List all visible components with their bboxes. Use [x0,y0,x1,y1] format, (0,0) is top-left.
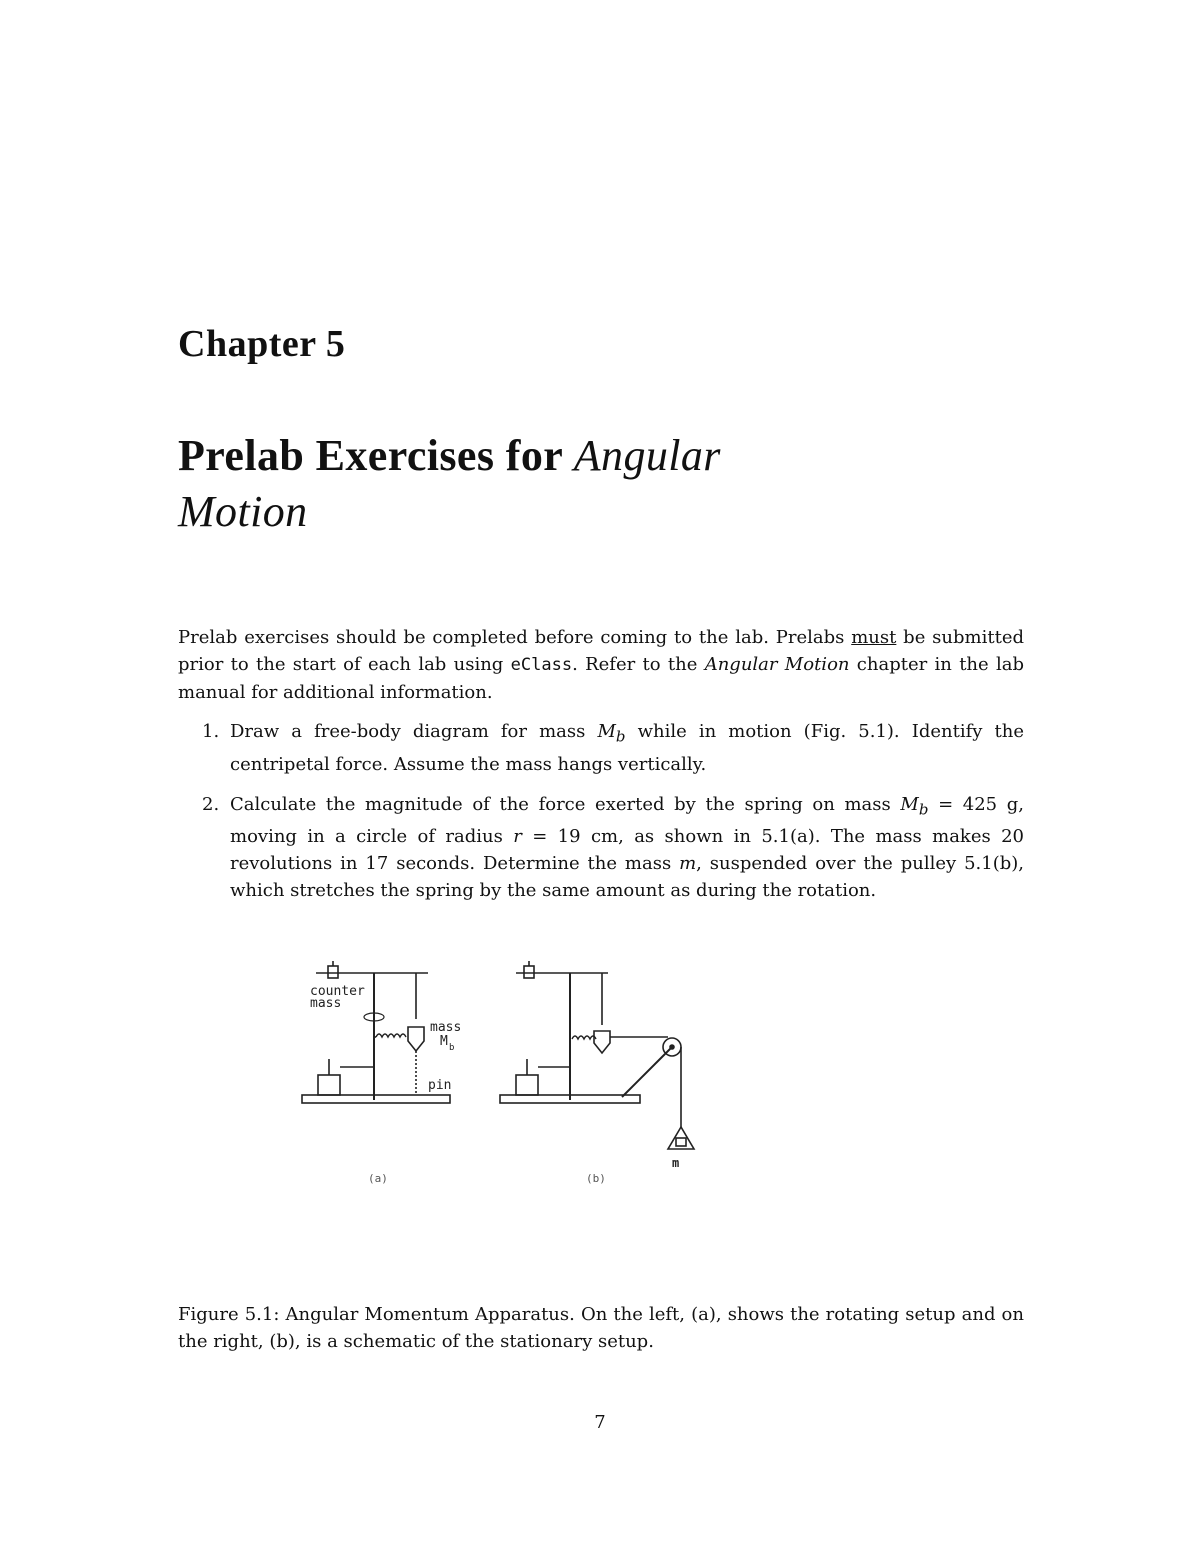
intro-paragraph [178,624,1024,706]
label-m: m [672,1156,680,1170]
page-number: 7 [594,1412,606,1433]
exercise-2 [178,791,1024,905]
math-mb: M [900,793,919,815]
spring-a [376,1034,406,1037]
spring-b [572,1036,596,1039]
math-mb-sub: b [918,800,929,819]
chapter-title-italic-1: Angular [573,431,721,480]
base-motor-a [318,1075,340,1095]
intro-angular-motion: Angular Motion [704,654,850,675]
exercise-number: 1. [202,721,220,742]
mass-mb-bob [408,1027,424,1051]
setup-b [500,961,694,1170]
intro-eclass: eClass [510,655,573,675]
subfigure-label-a: (a) [368,1172,388,1185]
exercise-text: = 19 cm, as shown in 5.1(a). The mass makes 20 revolutions in 17 seconds. Determine the mass [230,826,1025,875]
chapter-title-italic-2: Motion [178,487,308,536]
counter-mass-block [328,966,338,978]
label-counter: counter [310,984,365,999]
intro-text-3: . Refer to the [572,654,705,675]
chapter-title-plain: Prelab Exercises for [178,431,574,480]
intro-must: must [851,627,897,648]
exercise-1 [178,718,1024,778]
figure-caption: Figure 5.1: Angular Momentum Apparatus. On the left, (a), shows the rotating setup and on the right, (b), is a schematic of the stationary setup. [178,1304,1024,1352]
base-plate-a [302,1095,450,1103]
mass-bob-b [594,1031,610,1053]
label-pin: pin [428,1078,452,1093]
exercise-list [178,718,1024,917]
math-m: m [679,853,697,875]
chapter-title [178,428,1038,540]
counter-mass-block-b [524,966,534,978]
intro-text-4: chapter in the lab manual for additional information. [178,654,1024,703]
math-mb: M [597,721,616,742]
label-mass-m: M [440,1034,448,1049]
label-counter-mass: mass [310,996,342,1011]
exercise-number: 2. [202,793,220,815]
hanging-mass-m-box [676,1138,686,1146]
apparatus-diagram [296,955,716,1195]
chapter-label: Chapter 5 [178,323,346,365]
exercise-text: Draw a free-body diagram for mass [230,721,598,742]
intro-text-1: Prelab exercises should be completed before coming to the lab. Prelabs [178,627,852,648]
math-mb-sub: b [615,727,626,746]
figure-5-1 [296,955,716,1195]
exercise-text: , suspended over the pulley 5.1(b), which stretches the spring by the same amount as during the rotation. [230,853,1024,902]
math-r: r [513,826,522,848]
exercise-text: Calculate the magnitude of the force exerted by the spring on mass [230,793,901,815]
intro-text-2: be submitted prior to the start of each lab using [178,627,1025,675]
label-mass: mass [430,1020,462,1035]
exercise-text: while in motion (Fig. 5.1). Identify the centripetal force. Assume the mass hangs vertically. [230,721,1025,775]
base-motor-b [516,1075,538,1095]
subfigure-label-b: (b) [586,1172,606,1185]
exercise-text: = 425 g, moving in a circle of radius [230,793,1025,848]
pulley-brace [622,1047,672,1097]
label-mass-sub: b [449,1043,455,1053]
setup-a [302,961,461,1103]
